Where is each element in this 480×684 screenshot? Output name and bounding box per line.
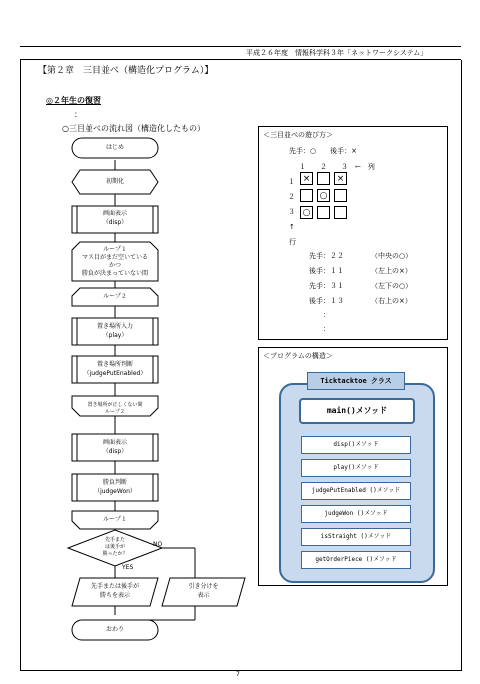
fc-decision-c: 勝ったか？ [102, 551, 128, 557]
fc-won-a: 勝負判断 [102, 479, 127, 486]
fc-loop2: ループ２ [103, 293, 127, 300]
method-play: play()メソッド [301, 459, 411, 477]
structure-title: ＜プログラムの構造＞ [263, 352, 333, 360]
rules-note-1: （中央の○） [371, 252, 413, 260]
rules-row-2: ２ [288, 193, 295, 201]
grid-cell [334, 189, 347, 202]
grid-cell: × [300, 172, 313, 185]
rules-note-4: （右上の×） [371, 297, 412, 305]
fc-yes-label: YES [122, 564, 134, 571]
page-number: 7 [236, 671, 240, 678]
fc-loop1-d: 勝負が決まっていない間 [81, 270, 148, 277]
method-judge-put-enabled: judgePutEnabled ()メソッド [301, 482, 411, 500]
fc-disp2-b: （disp） [102, 448, 128, 455]
fc-init: 初期化 [105, 178, 124, 185]
rules-panel [258, 126, 448, 340]
fc-out-draw-b: 表示 [197, 592, 210, 599]
flow-caption: ○三目並べの流れ図（構造化したもの） [62, 124, 205, 133]
flowchart [50, 130, 260, 650]
method-get-order-piece: getOrderPiece ()メソッド [301, 551, 411, 569]
rules-dots-1: ： [323, 311, 330, 319]
main-method-box: main()メソッド [299, 398, 415, 424]
fc-decision-a: 先手また [104, 537, 125, 543]
section-colon: ： [74, 110, 82, 119]
fc-play-a: 置き場所入力 [96, 323, 133, 330]
rules-col-header: １ ２ ３ ← 列 [299, 163, 375, 171]
class-label-tab: Ticktacktoe クラス [307, 372, 405, 390]
fc-loop2-end-a: 置き場所が正しくない間 [87, 402, 143, 408]
method-is-straight: isStraight ()メソッド [301, 528, 411, 546]
fc-out-win-b: 勝ちを表示 [99, 592, 130, 599]
fc-play-b: （play） [102, 332, 128, 339]
fc-loop1-b: マス目がまだ空いている [81, 254, 148, 261]
fc-disp2-a: 画面表示 [102, 439, 127, 446]
fc-disp1-a: 画面表示 [102, 210, 127, 217]
chapter-title: 【第２章 三目並べ（構造化プログラム）】 [38, 66, 214, 76]
rules-move-2: 後手：１１ [309, 267, 344, 275]
fc-judge-a: 置き場所判断 [96, 361, 133, 368]
fc-loop1-c: かつ [108, 262, 121, 269]
rules-note-3: （左下の○） [371, 282, 413, 290]
grid-cell: ○ [317, 189, 330, 202]
running-title: 平成２６年度 情報科学科３年「ネットワークシステム」 [246, 49, 428, 57]
fc-end: おわり [105, 626, 124, 633]
grid-cell: × [334, 172, 347, 185]
fc-disp1-b: （disp） [102, 219, 128, 226]
grid-cell: ○ [300, 206, 313, 219]
method-disp: disp()メソッド [301, 436, 411, 454]
method-judge-won: judgeWon ()メソッド [301, 505, 411, 523]
grid-cell [334, 206, 347, 219]
header-rule-top [20, 46, 461, 47]
rules-row-1: １ [288, 178, 295, 186]
fc-loop2-end-b: ループ２ [105, 409, 125, 415]
fc-no-label: NO [153, 541, 163, 548]
rules-title: ＜三目並べの遊び方＞ [263, 131, 333, 139]
tictactoe-grid [300, 172, 351, 223]
rules-arrow-up: ↑ [289, 223, 295, 231]
rules-move-4: 後手：１３ [309, 297, 344, 305]
structure-panel [258, 347, 448, 586]
fc-judge-b: （judgePutEnabled） [83, 370, 147, 377]
fc-loop1-end: ループ１ [103, 516, 127, 523]
fc-start: はじめ [105, 144, 124, 151]
rules-move-3: 先手：３１ [309, 282, 344, 290]
section-title: ◎２年生の復習 [46, 95, 101, 105]
rules-players: 先手：○ 後手：× [289, 147, 357, 155]
grid-cell [317, 172, 330, 185]
fc-won-b: （judgeWon） [94, 488, 136, 495]
rules-row-word: 行 [289, 238, 296, 246]
rules-note-2: （左上の×） [371, 267, 412, 275]
fc-decision-b: は後手が [104, 544, 125, 550]
rules-dots-2: ： [323, 325, 330, 333]
fc-out-draw-a: 引き分けを [188, 583, 219, 590]
rules-move-1: 先手：２２ [309, 252, 344, 260]
grid-cell [317, 206, 330, 219]
rules-row-3: ３ [288, 208, 295, 216]
fc-out-win-a: 先手または後手が [90, 583, 139, 590]
fc-loop1-a: ループ１ [103, 246, 127, 253]
grid-cell [300, 189, 313, 202]
